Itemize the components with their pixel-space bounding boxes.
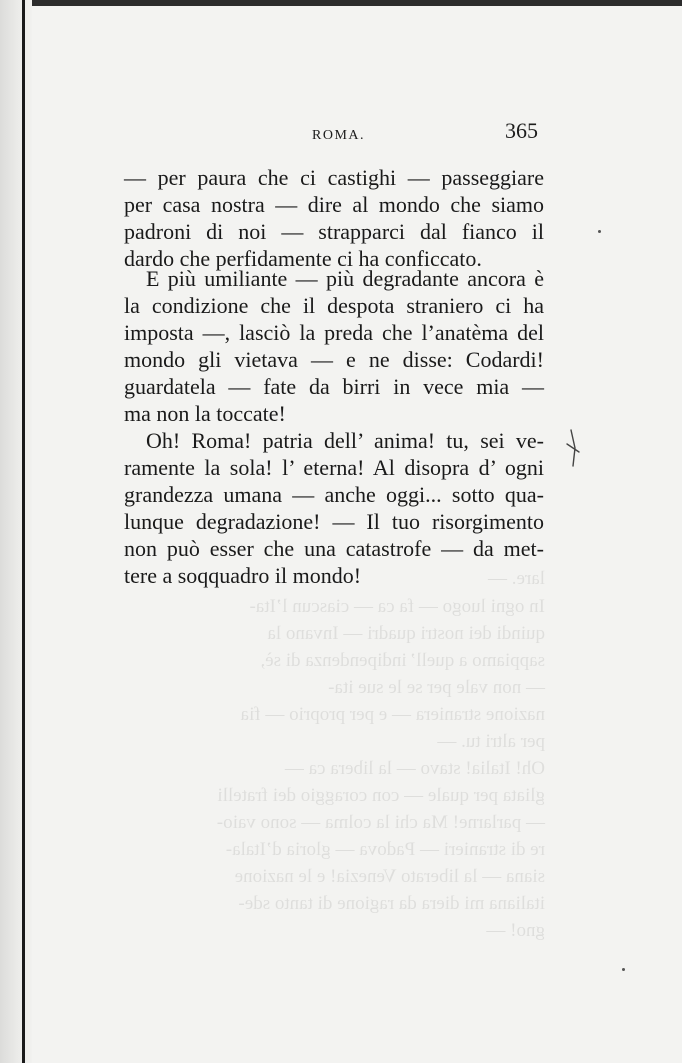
text-line: E più umiliante — più degradante ancora è xyxy=(146,266,544,291)
text-line: ma non la toccate! xyxy=(124,401,286,426)
bleed-line: sappiamo a quell’ indipendenza di sè, xyxy=(260,650,545,671)
text-line: — per paura che ci castighi — passeggiare xyxy=(124,165,544,190)
text-line: la condizione che il despota straniero ci ha xyxy=(124,293,544,318)
text-line: mondo gli vietava — e ne disse: Codardi! xyxy=(124,347,544,372)
text-line: dardo che perfidamente ci ha conficcato. xyxy=(124,246,482,271)
handwritten-margin-mark xyxy=(563,428,585,468)
bleed-line: gno! — xyxy=(486,920,545,941)
paper-speck xyxy=(622,968,625,971)
bleed-line: In ogni luogo — fa ca — ciascun l’Ita- xyxy=(249,596,545,617)
binding-line xyxy=(22,0,25,1063)
bleed-line: re di stranieri — Padova — gloria d’Itala- xyxy=(225,839,545,860)
text-line: per casa nostra — dire al mondo che siamo xyxy=(124,192,544,217)
text-line: ramente la sola! l’ eterna! Al disopra d’ ogni xyxy=(124,455,544,480)
text-line: imposta —, lasciò la preda che l’anatèma del xyxy=(124,320,544,345)
page-number: 365 xyxy=(505,118,538,143)
text-line: non può esser che una catastrofe — da met- xyxy=(124,536,544,561)
text-line: tere a soqquadro il mondo! xyxy=(124,563,362,588)
bleed-line: — parlarne! Ma chi la colma — sono vaio- xyxy=(216,812,545,833)
binding-shadow xyxy=(0,0,32,1063)
text-line: grandezza umana — anche oggi... sotto qua- xyxy=(124,482,544,507)
bleed-line: per altri tu. — xyxy=(437,731,545,752)
text-line: Oh! Roma! patria dell’ anima! tu, sei ve- xyxy=(146,428,544,453)
bleed-line: gliata per quale — con coraggio dei fratelli xyxy=(217,785,545,806)
bleed-line: italiana mi diera da ragione di tanto sde- xyxy=(238,893,545,914)
bleed-line: — non vale per se le sue ita- xyxy=(328,677,545,698)
bleed-line: nazione straniera — e per proprio — fia xyxy=(240,704,545,725)
bleed-line: quindi dei nostri quadri — Invano la xyxy=(267,623,545,644)
bleed-line: Oh! Italia! stavo — la libera ca — xyxy=(284,758,545,779)
page-top-edge xyxy=(0,0,682,6)
text-line: padroni di noi — strapparci dal fianco il xyxy=(124,219,544,244)
bleed-line: lare. — xyxy=(488,568,545,589)
paper-speck xyxy=(598,230,601,233)
running-header-title: ROMA. xyxy=(312,128,366,143)
text-line: guardatela — fate da birri in vece mia — xyxy=(124,374,544,399)
text-line: lunque degradazione! — Il tuo risorgimento xyxy=(124,509,544,534)
bleed-line: siana — la liberato Venezia! e le nazione xyxy=(234,866,545,887)
